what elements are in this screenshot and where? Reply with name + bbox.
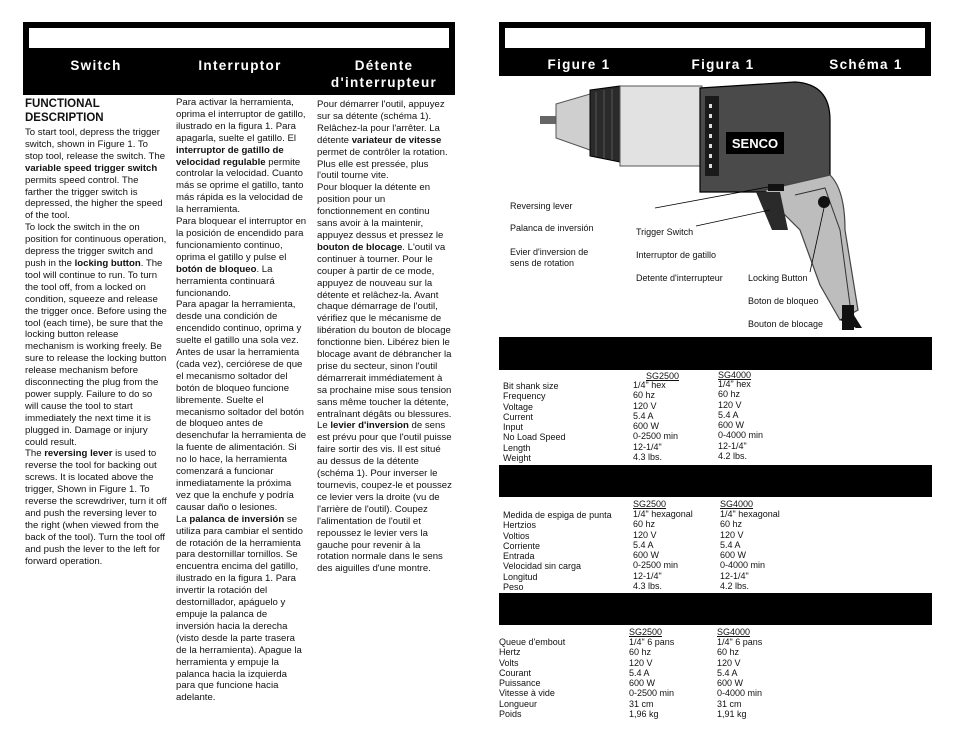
english-column — [25, 97, 168, 568]
spec-table-header-es — [499, 465, 932, 497]
spanish-column — [176, 97, 307, 704]
functional-description-heading: FUNCTIONAL DESCRIPTION — [25, 98, 104, 124]
label-reversing-lever-fr: Evier d'inversion de sens de rotation — [510, 247, 589, 268]
spec-fr-sg2500-values: 1/4" 6 pans 60 hz 120 V 5.4 A 600 W 0-2500 min 31 cm 1,96 kg — [629, 637, 675, 720]
left-header-white-bar — [29, 28, 449, 48]
nose-cone — [556, 94, 590, 150]
spec-es-row-labels: Medida de espiga de punta Hertzios Voltios Corriente Entrada Velocidad sin carga Longitud Peso — [503, 510, 612, 593]
spec-en-model-sg4000: SG4000 — [718, 370, 752, 380]
spec-es-model-sg2500: SG2500 — [633, 499, 667, 509]
locking-button — [818, 196, 830, 208]
depth-collar — [590, 86, 620, 162]
header-switch: Switch — [70, 58, 122, 73]
label-trigger-en: Trigger Switch — [636, 227, 694, 237]
spec-en-sg2500-values: 1/4" hex 60 hz 120 V 5.4 A 600 W 0-2500 min 12-1/4" 4.3 lbs. — [633, 380, 679, 463]
label-locking-es: Boton de bloqueo — [748, 296, 819, 306]
spec-es-model-sg4000: SG4000 — [720, 499, 754, 509]
clutch-housing — [620, 86, 702, 166]
spanish-paragraph-4: La palanca de inversión se utiliza para cambiar el sentido de rotación de la herramienta para destornillar tornillos. Se encuentra encima del gatillo, ilustrado en la figura 1. Para invertir la rotación del destornillador, apáguelo y empuje la palanca de inversión hacia la derecha (visto desde la parte trasera de la herramienta). Apague la herramienta y empuje la palanca hacia la izquierda para que funcione hacia adelante. — [176, 513, 303, 704]
reversing-lever — [768, 184, 784, 191]
header-schema-1: Schéma 1 — [829, 57, 903, 72]
senco-logo: SENCO — [731, 136, 779, 151]
label-reversing-lever-es: Palanca de inversión — [510, 223, 594, 233]
spec-es-sg2500-values: 1/4" hexagonal 60 hz 120 V 5.4 A 600 W 0-2500 min 12-1/4" 4.3 lbs. — [633, 509, 693, 592]
right-header-white-bar — [505, 28, 925, 48]
spec-en-row-labels: Bit shank size Frequency Voltage Current Input No Load Speed Length Weight — [503, 381, 566, 464]
spanish-paragraph-1: Para activar la herramienta, oprima el interruptor de gatillo, ilustrado en la figura 1. Para apagarla, suelte el gatillo. El interruptor de gatillo de velocidad regulable permite controlar la velocidad. Cuanto más se oprime el gatillo, tanto más rápida es la velocidad de la herramienta. — [176, 97, 306, 216]
label-trigger-fr: Detente d'interrupteur — [636, 273, 723, 283]
spec-fr-model-sg2500: SG2500 — [629, 627, 663, 637]
french-column — [317, 99, 452, 575]
spec-table-header-fr — [499, 593, 932, 625]
spec-table-header-en — [499, 337, 932, 370]
header-figura-1: Figura 1 — [691, 57, 755, 72]
spanish-paragraph-3: Para apagar la herramienta, desde una condición de encendido continuo, oprima y suelte el gatillo una sola vez. Antes de usar la herramienta (cada vez), cerciórese de que el mecanismo soltador del botón de bloqueo funcione libremente. Suelte el mecanismo soltador del botón de bloqueo antes de desenchufar la herramienta de la fuente de alimentación. Si no lo hace, la herramienta comenzará a funcionar inmediatamente la próxima vez que la enchufe y podría causar daño o lesiones. — [176, 299, 307, 513]
french-paragraph-2: Pour bloquer la détente en position pour un fonctionnement en continu sans avoir à la maintenir, appuyez dessus et pressez le bouton de blocage. L'outil va continuer à tourner. Pour le couper à partir de ce mode, appuyez de nouveau sur la détente et relâchez-la. Avant chaque démarrage de l'outil, vérifiez que le mécanisme de libération du bouton de blocage fonctionne bien. Libérez bien le blocage avant de débrancher la prise du secteur, sinon l'outil démarrerait immédiatement à sa prochaine mise sous tension sans même toucher la détente, entraînant dégâts ou blessures. — [317, 182, 452, 420]
label-locking-fr: Bouton de blocage — [748, 319, 824, 329]
label-reversing-lever-en: Reversing lever — [510, 201, 573, 211]
french-paragraph-1: Pour démarrer l'outil, appuyez sur sa détente (schéma 1). Relâchez-la pour l'arrêter. La détente variateur de vitesse permet de contrôler la rotation. Plus elle est pressée, plus l'outil tourne vite. — [317, 99, 448, 182]
english-paragraph-3: The reversing lever is used to reverse the tool for backing out screws. It is located above the trigger, Shown in Figure 1. To reverse the screwdriver, turn it off and push the reversing lever to the right (when viewed from the back of the tool). Turn the tool off and push the lever to the left for forward operation. — [25, 448, 167, 567]
spec-en-sg4000-values: 1/4" hex 60 hz 120 V 5.4 A 600 W 0-4000 min 12-1/4" 4.2 lbs. — [718, 379, 764, 462]
spec-fr-row-labels: Queue d'embout Hertz Volts Courant Puissance Vitesse à vide Longueur Poids — [499, 637, 566, 720]
spec-fr-model-sg4000: SG4000 — [717, 627, 751, 637]
header-figure-1: Figure 1 — [547, 57, 611, 72]
spanish-paragraph-2: Para bloquear el interruptor en la posición de encendido para funcionamiento continuo, oprima el gatillo y pulse el botón de bloqueo. La herramienta continuará funcionando. — [176, 216, 307, 299]
french-paragraph-3: Le levier d'inversion de sens est prévu pour que l'outil puisse faire sortir des vis. Il est situé au dessus de la détente (schéma 1). Pour inverser le tournevis, coupez-le et poussez ce levier vers la droite (vu de l'arrière de l'outil). Coupez l'alimentation de l'outil et repoussez le levier vers la gauche pour revenir à la rotation normale dans le sens des aiguilles d'une montre. — [317, 420, 452, 575]
label-locking-en: Locking Button — [748, 273, 808, 283]
bit-tip — [540, 116, 558, 124]
english-paragraph-1: To start tool, depress the trigger switch, shown in Figure 1. To stop tool, release the switch. The variable speed trigger switch permits speed control. The farther the trigger switch is depressed, the higher the speed of the tool. — [25, 127, 166, 222]
header-interruptor: Interruptor — [198, 58, 282, 73]
screwdriver-illustration — [540, 80, 870, 330]
label-trigger-es: Interruptor de gatillo — [636, 250, 717, 260]
spec-en-model-sg2500: SG2500 — [646, 371, 680, 381]
spec-es-sg4000-values: 1/4" hexagonal 60 hz 120 V 5.4 A 600 W 0-4000 min 12-1/4" 4.2 lbs. — [720, 509, 780, 592]
header-detente: Détente d'interrupteur — [330, 58, 438, 90]
spec-fr-sg4000-values: 1/4" 6 pans 60 hz 120 V 5.4 A 600 W 0-4000 min 31 cm 1,91 kg — [717, 637, 763, 720]
english-paragraph-2: To lock the switch in the on position for continuous operation, depress the trigger switch and push in the locking button. The tool will continue to run. To turn the tool off, from a locked on condition, squeeze and release the trigger once. Before using the tool (each time), be sure that the locking button release mechanism is working freely. Be sure to release the locking button release mechanism before disconnecting the plug from the power supply. Failure to do so will cause the tool to start immediately the next time it is plugged in. Damage or injury could result. — [25, 222, 167, 448]
